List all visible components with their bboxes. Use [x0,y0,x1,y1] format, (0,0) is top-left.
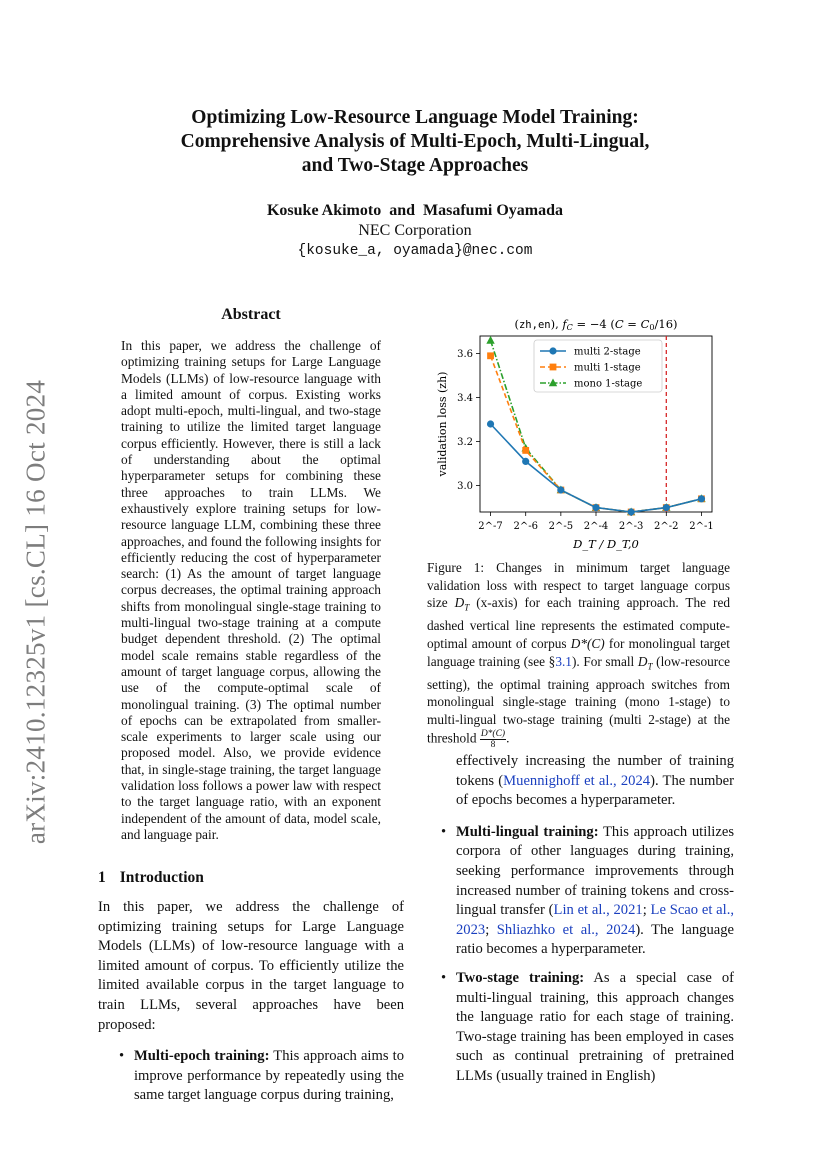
caption-text: (x-axis) for each training approach. The red dashed vertical line represents the estimated compute-optimal amount of corpus [427,595,730,652]
author-block [120,201,710,261]
y-tick-label: 3.0 [457,481,473,493]
data-point [487,352,494,359]
title-line: and Two-Stage Approaches [301,155,529,176]
y-tick-label: 3.4 [457,393,473,405]
legend-label: multi 2-stage [574,346,641,358]
citation-link[interactable]: Le Scao et al., 2023 [456,902,734,938]
arxiv-id: arXiv:2410.12325v1 [cs.CL] 16 Oct 2024 [20,379,51,845]
list-item: • Multi-lingual training: This approach utilizes corpora of other languages during training, seeking performance improvements through increased number of training tokens and cross-lingual transfer (Lin et al., 2021; Le Scao et al., 2023; Shliazhko et al., 2024). The language ratio becomes a hyperparameter. [438,823,734,960]
data-point [522,458,529,465]
y-axis-label: validation loss (zh) [436,371,449,477]
series-line [491,424,702,512]
caption-text: (low-resource setting), the optimal training approach switches from monolingual single-stage training (mono 1-stage) to multi-lingual two-stage training (multi 2-stage) at the threshold [427,653,730,746]
x-tick-label: 2^-2 [654,521,679,532]
legend-label: mono 1-stage [574,378,643,390]
abstract-heading: Abstract [221,306,281,323]
caption-text: Figure 1: Changes in minimum target language validation loss with respect to target language corpus size [427,560,730,611]
x-tick-label: 2^-5 [548,521,574,532]
chart-title: (zh,en), fC = −4 (C = C0/16) [514,317,678,332]
caption-fraction: $\frac{D*(C)}{8}$ [480,728,506,750]
section-heading [98,869,218,887]
bullet-label: Multi-epoch training: [134,1048,270,1065]
title-line: Optimizing Low-Resource Language Model Training: [191,107,639,128]
caption-text: ). For small [571,653,638,669]
citation-link[interactable]: Lin et al., 2021 [553,902,643,919]
validation-loss-chart [430,312,730,557]
data-point [628,508,635,515]
bullet-label: Multi-lingual training: [456,823,599,840]
email: {kosuke_a, oyamada}@nec.com [297,243,533,259]
title-line: Comprehensive Analysis of Multi-Epoch, Multi-Lingual, [180,131,650,152]
legend-label: multi 1-stage [574,362,641,374]
intro-column [98,898,404,1115]
section-title: Introduction [119,869,204,886]
abstract-text: In this paper, we address the challenge of optimizing training setups for Large Language Models (LLMs) of low-resource language with a limited amount of corpus. Existing works adopt multi-epoch, multi-lingual, and two-stage training to utilize the limited target language corpus efficiently. However, there is still a lack of understanding about the optimal hyperparameter setups for combining these three approaches to train LLMs. We exhaustively explore training setups for low-resource language LLM, combining these three approaches, and found the following insights for efficiently reducing the cost of hyperparameter search: (1) As the amount of target language corpus decreases, the optimal training approach shifts from monolingual single-stage training to multi-lingual two-stage training at a compute budget dependent threshold. (2) The optimal model scale remains stable regardless of the amount of target language corpus, allowing the use of the compute-optimal scale of monolingual training. (3) The optimal number of epochs can be extrapolated from smaller-scale experiments to larger scale using our proposed model. Also, we provide evidence that, in single-stage training, the target language validation loss follows a power law with respect to the target language ratio, with an exponent independent of the amount of data, model scale, and language pair. [121,338,381,842]
y-tick-label: 3.6 [457,349,473,361]
x-tick-label: 2^-3 [618,521,644,532]
caption-math: $D_T$ [454,595,470,613]
x-tick-label: 2^-6 [513,521,538,532]
x-tick-label: 2^-1 [689,521,714,532]
data-point [663,504,670,511]
y-tick-label: 3.2 [457,437,473,449]
x-axis-label: D_T / D_T,0 [573,537,639,551]
right-column [428,752,734,1096]
section-number: 1 [98,869,106,886]
author-names: Kosuke Akimoto and Masafumi Oyamada [266,202,564,219]
x-tick-label: 2^-4 [583,521,609,532]
bullet-text: This approach aims to improve performance by repeatedly using the same target language corpus during training, [134,1048,404,1104]
list-item: • Two-stage training: As a special case of multi-lingual training, this approach changes the language ratio for each stage of training. Two-stage training has been employed in cases such as continual pretraining of pretrained LLMs (usually trained in English) [438,969,734,1087]
caption-math: $D_T$ [637,653,653,672]
list-item [116,1047,404,1106]
figure-1 [430,312,730,557]
paper-title [120,106,710,178]
caption-text: for monolingual target language training (see § [427,636,730,669]
data-point [522,447,529,454]
figure-caption [427,559,730,750]
citation-link[interactable]: Shliazhko et al., 2024 [496,921,636,938]
section-ref-link[interactable]: 3.1 [555,653,572,669]
citation-link[interactable]: Muennighoff et al., 2024 [503,772,651,789]
legend-marker [550,364,557,371]
data-point [557,486,564,493]
x-tick-label: 2^-7 [478,521,503,532]
data-point [592,504,599,511]
data-point [698,495,705,502]
data-point [487,420,494,427]
intro-paragraph: In this paper, we address the challenge of optimizing training setups for Large Language Models (LLMs) of low-resource language with a limited amount of corpus. To efficiently utilize the limited available corpus in the target language to train LLMs, several approaches have been proposed: [98,899,404,1033]
bullet-continuation: effectively increasing the number of training tokens (Muennighoff et al., 2024). The number of epochs becomes a hyperparameter. [456,753,734,809]
arxiv-stamp [14,372,58,852]
data-point [486,336,494,344]
caption-math: D*(C) [570,636,605,652]
affiliation: NEC Corporation [358,222,472,239]
bullet-label: Two-stage training: [456,969,585,986]
legend-marker [549,347,556,354]
caption-text: . [506,730,510,746]
